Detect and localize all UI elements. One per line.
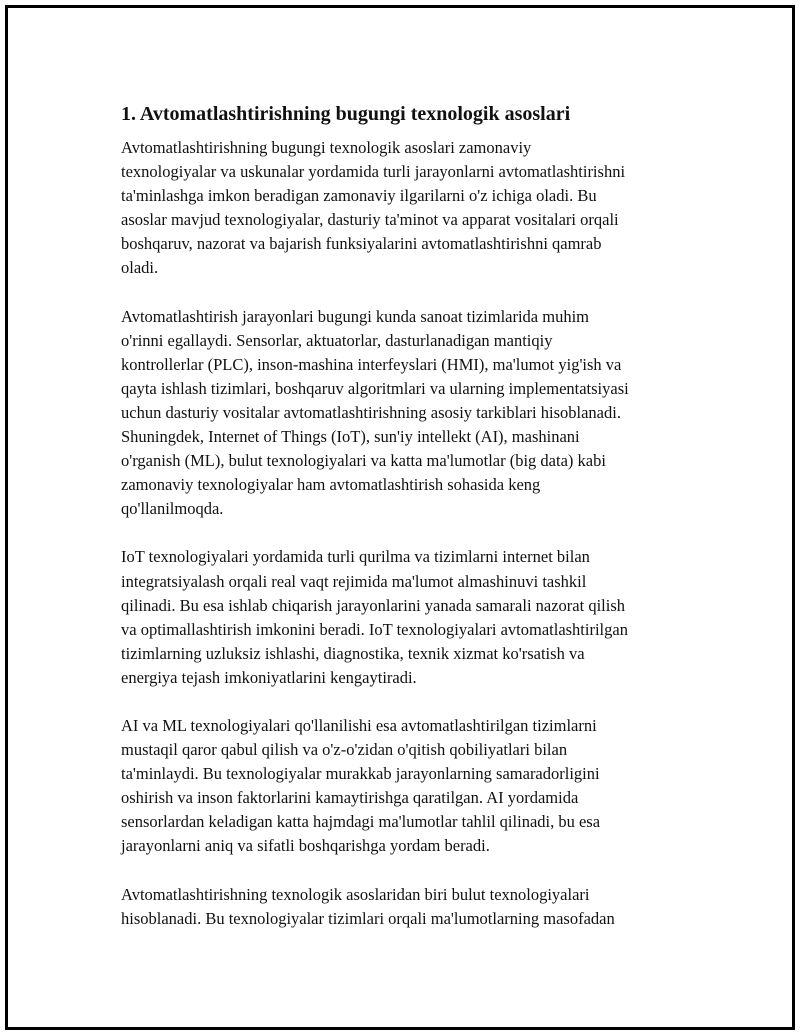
text-line: hisoblanadi. Bu texnologiyalar tizimlari orqali ma'lumotlarning masofadan [121,908,615,928]
text-line: qo'llanilmoqda. [121,499,224,519]
paragraph-4 [121,714,696,859]
text-line: zamonaviy texnologiyalar ham avtomatlashtirish sohasida keng [121,475,541,495]
text-line: oshirish va inson faktorlarini kamaytirishga qaratilgan. AI yordamida [121,788,579,808]
text-line: ta'minlaydi. Bu texnologiyalar murakkab jarayonlarning samaradorligini [121,764,600,784]
paragraph-1 [121,136,696,281]
text-line: va optimallashtirish imkonini beradi. IoT texnologiyalari avtomatlashtirilgan [121,619,628,639]
text-line: energiya tejash imkoniyatlarini kengaytiradi. [121,667,417,687]
text-line: Avtomatlashtirishning texnologik asoslaridan biri bulut texnologiyalari [121,884,590,904]
text-line: uchun dasturiy vositalar avtomatlashtirishning asosiy tarkiblari hisoblanadi. [121,402,621,422]
text-line: mustaqil qaror qabul qilish va o'z-o'zidan o'qitish qobiliyatlari bilan [121,740,568,760]
document-body [121,100,696,955]
text-line: o'rinni egallaydi. Sensorlar, aktuatorlar, dasturlanadigan mantiqiy [121,330,553,350]
text-line: asoslar mavjud texnologiyalar, dasturiy ta'minot va apparat vositalari orqali [121,210,619,230]
text-line: qilinadi. Bu esa ishlab chiqarish jarayonlarini yanada samarali nazorat qilish [121,595,626,615]
page-frame [5,5,795,1030]
text-line: Avtomatlashtirishning bugungi texnologik asoslari zamonaviy [121,138,532,157]
text-line: kontrollerlar (PLC), inson-mashina interfeyslari (HMI), ma'lumot yig'ish va [121,354,622,374]
text-line: ta'minlashga imkon beradigan zamonaviy ilgarilarni o'z ichiga oladi. Bu [121,186,597,206]
text-line: o'rganish (ML), bulut texnologiyalari va katta ma'lumotlar (big data) kabi [121,451,606,471]
text-line: IoT texnologiyalari yordamida turli qurilma va tizimlarni internet bilan [121,547,590,567]
paragraph-2 [121,305,696,522]
text-line: jarayonlarni aniq va sifatli boshqarishga yordam beradi. [121,836,490,856]
paragraph-3 [121,545,696,690]
text-line: AI va ML texnologiyalari qo'llanilishi esa avtomatlashtirilgan tizimlarni [121,715,597,735]
text-line: boshqaruv, nazorat va bajarish funksiyalarini avtomatlashtirishni qamrab [121,234,602,254]
text-line: Shuningdek, Internet of Things (IoT), sun'iy intellekt (AI), mashinani [121,427,580,447]
text-line: integratsiyalash orqali real vaqt rejimida ma'lumot almashinuvi tashkil [121,571,587,591]
text-line: oladi. [121,258,159,278]
text-line: texnologiyalar va uskunalar yordamida turli jarayonlarni avtomatlashtirishni [121,162,626,182]
paragraph-5 [121,883,696,931]
text-line: Avtomatlashtirish jarayonlari bugungi kunda sanoat tizimlarida muhim [121,306,590,326]
section-heading: 1. Avtomatlashtirishning bugungi texnologik asoslari [121,103,571,125]
text-line: qayta ishlash tizimlari, boshqaruv algoritmlari va ularning implementatsiyasi [121,378,629,398]
text-line: sensorlardan keladigan katta hajmdagi ma'lumotlar tahlil qilinadi, bu esa [121,812,601,832]
text-line: tizimlarning uzluksiz ishlashi, diagnostika, texnik xizmat ko'rsatish va [121,643,585,663]
